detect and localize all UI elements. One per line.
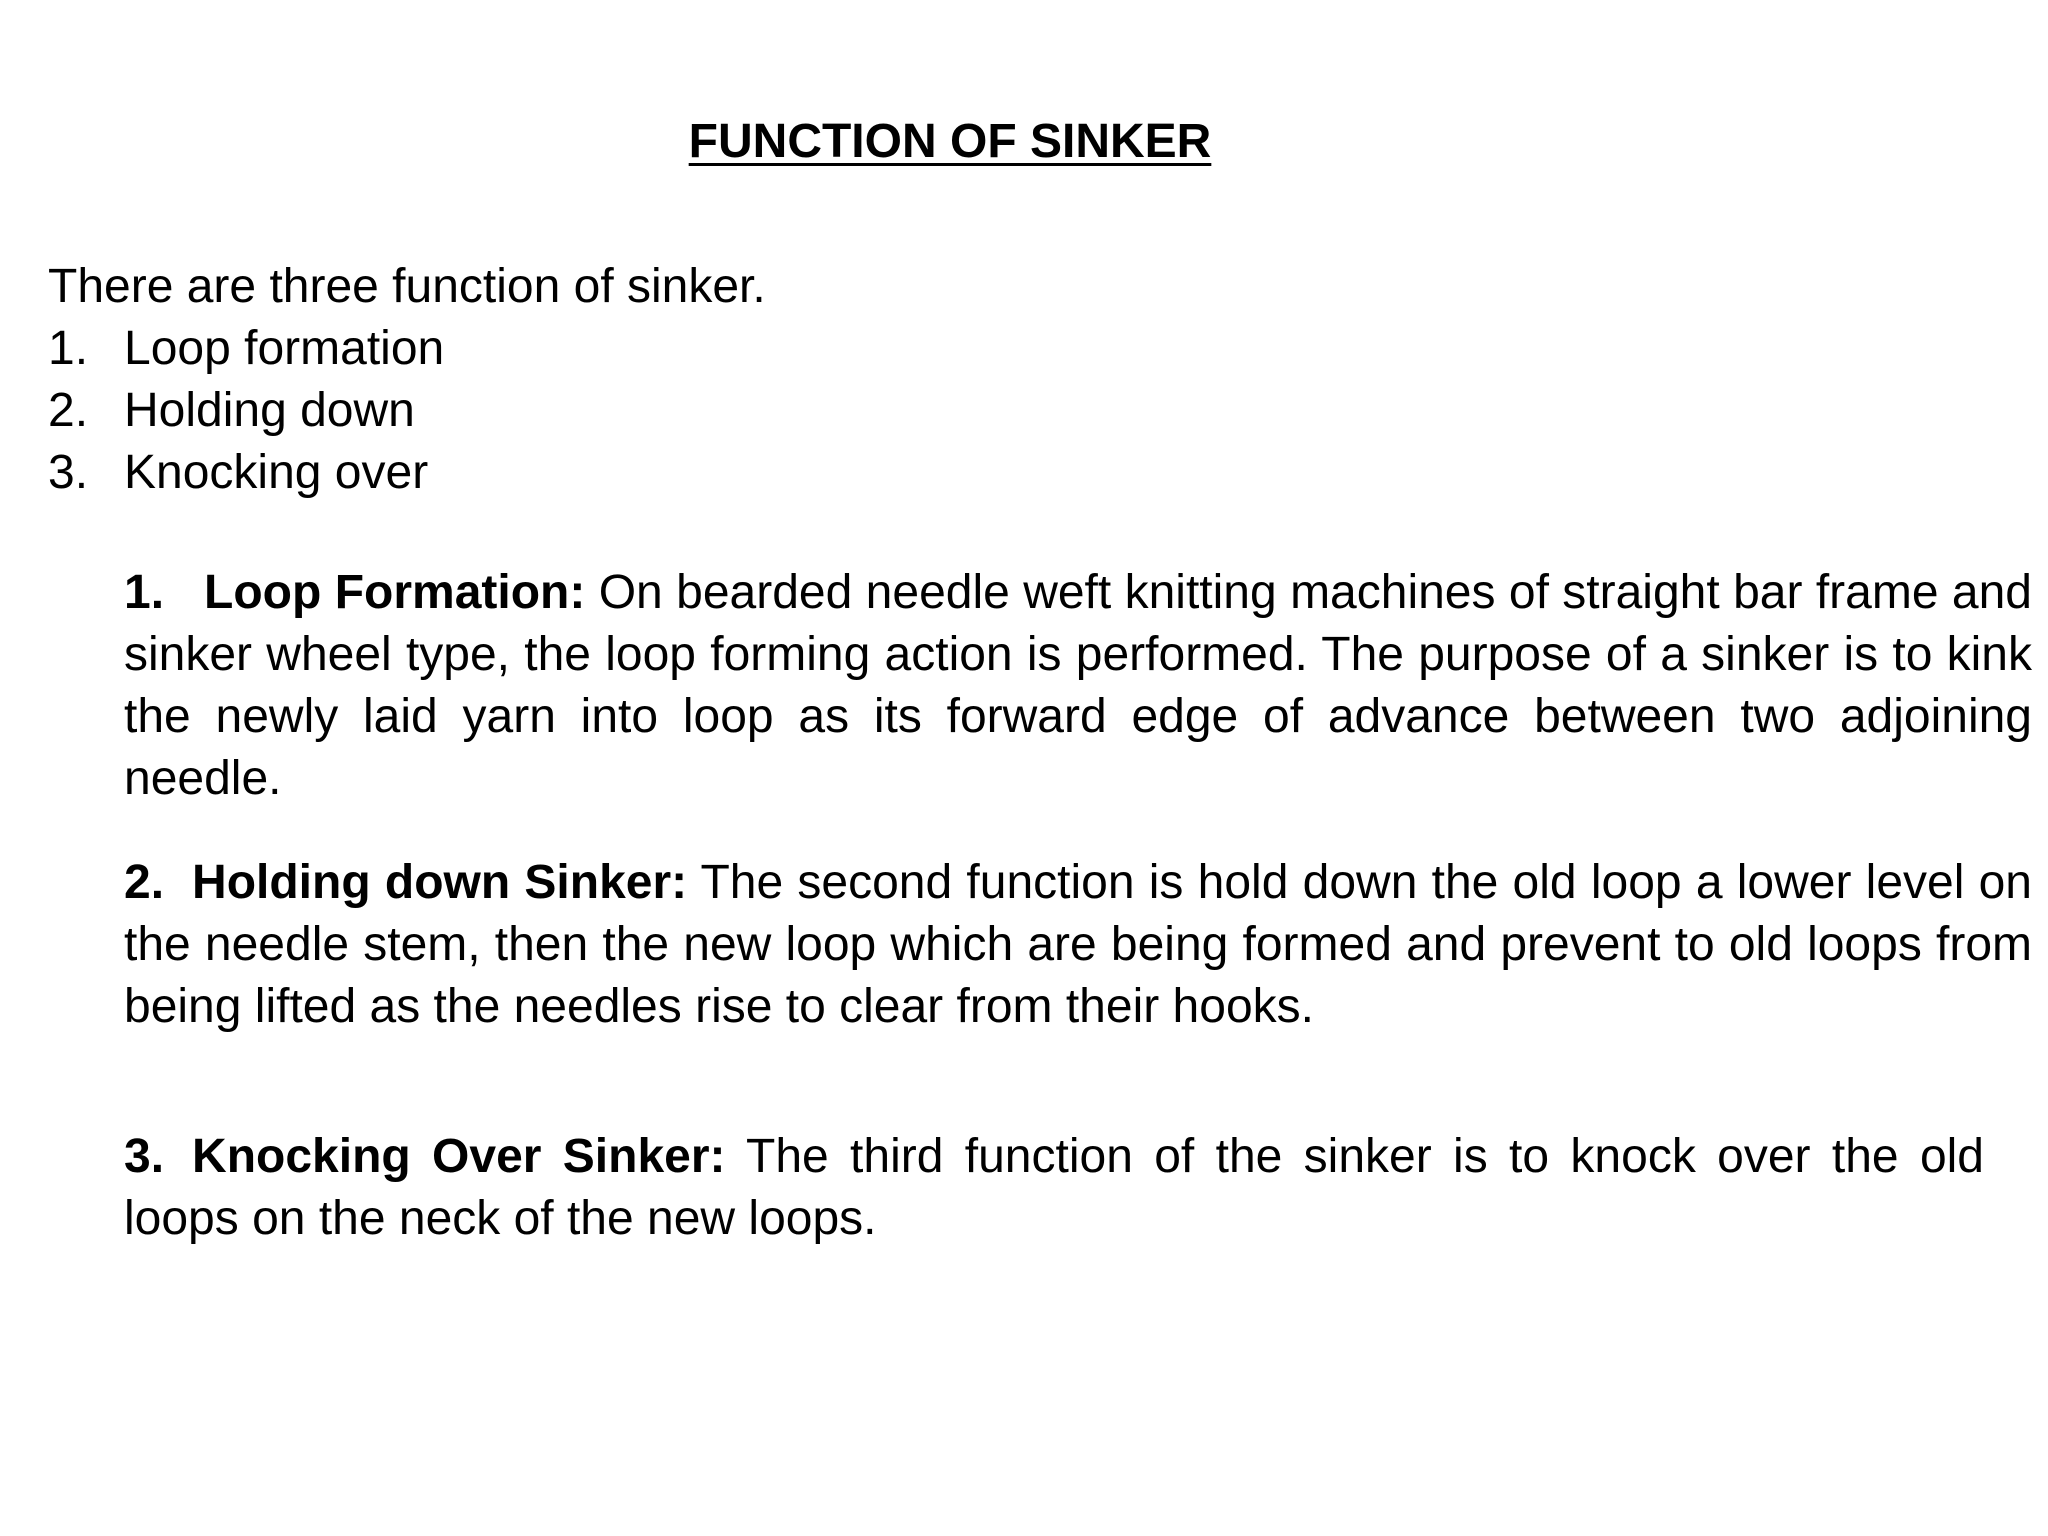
list-item-label: Knocking over	[124, 446, 429, 499]
section-text: On bearded needle weft knitting machines of straight bar frame and sinker wheel type, the loop forming action is performed. The purpose of a sinker is to kink the newly laid yarn into loop as its forward edge of advance between two adjoining needle.	[124, 566, 2032, 805]
list-item-label: Holding down	[124, 384, 415, 437]
list-item-number: 3.	[48, 446, 89, 499]
list-item-number: 1.	[48, 322, 89, 375]
list-item-number: 2.	[48, 384, 89, 437]
section-text: The second function is hold down the old loop a lower level on the needle stem, then the new loop which are being formed and prevent to old loops from being lifted as the needles rise to clear from their hooks.	[124, 856, 2033, 1033]
functions-list	[48, 318, 444, 504]
section-loop-formation	[124, 562, 2032, 810]
section-heading: Knocking Over Sinker:	[192, 1130, 726, 1183]
section-number: 3.	[124, 1130, 165, 1183]
section-holding-down	[124, 852, 2032, 1038]
list-item-label: Loop formation	[124, 322, 445, 375]
section-knocking-over	[124, 1126, 1984, 1250]
section-number: 1.	[124, 566, 165, 619]
intro-text: There are three function of sinker.	[48, 260, 766, 313]
page-title: FUNCTION OF SINKER	[688, 115, 1212, 168]
section-heading: Holding down Sinker:	[192, 856, 688, 909]
section-heading: Loop Formation:	[204, 566, 586, 619]
section-number: 2.	[124, 856, 165, 909]
list-item	[48, 380, 444, 442]
list-item	[48, 442, 444, 504]
section-text: The third function of the sinker is to knock over the old loops on the neck of the new loops.	[124, 1130, 1985, 1245]
list-item	[48, 318, 444, 380]
